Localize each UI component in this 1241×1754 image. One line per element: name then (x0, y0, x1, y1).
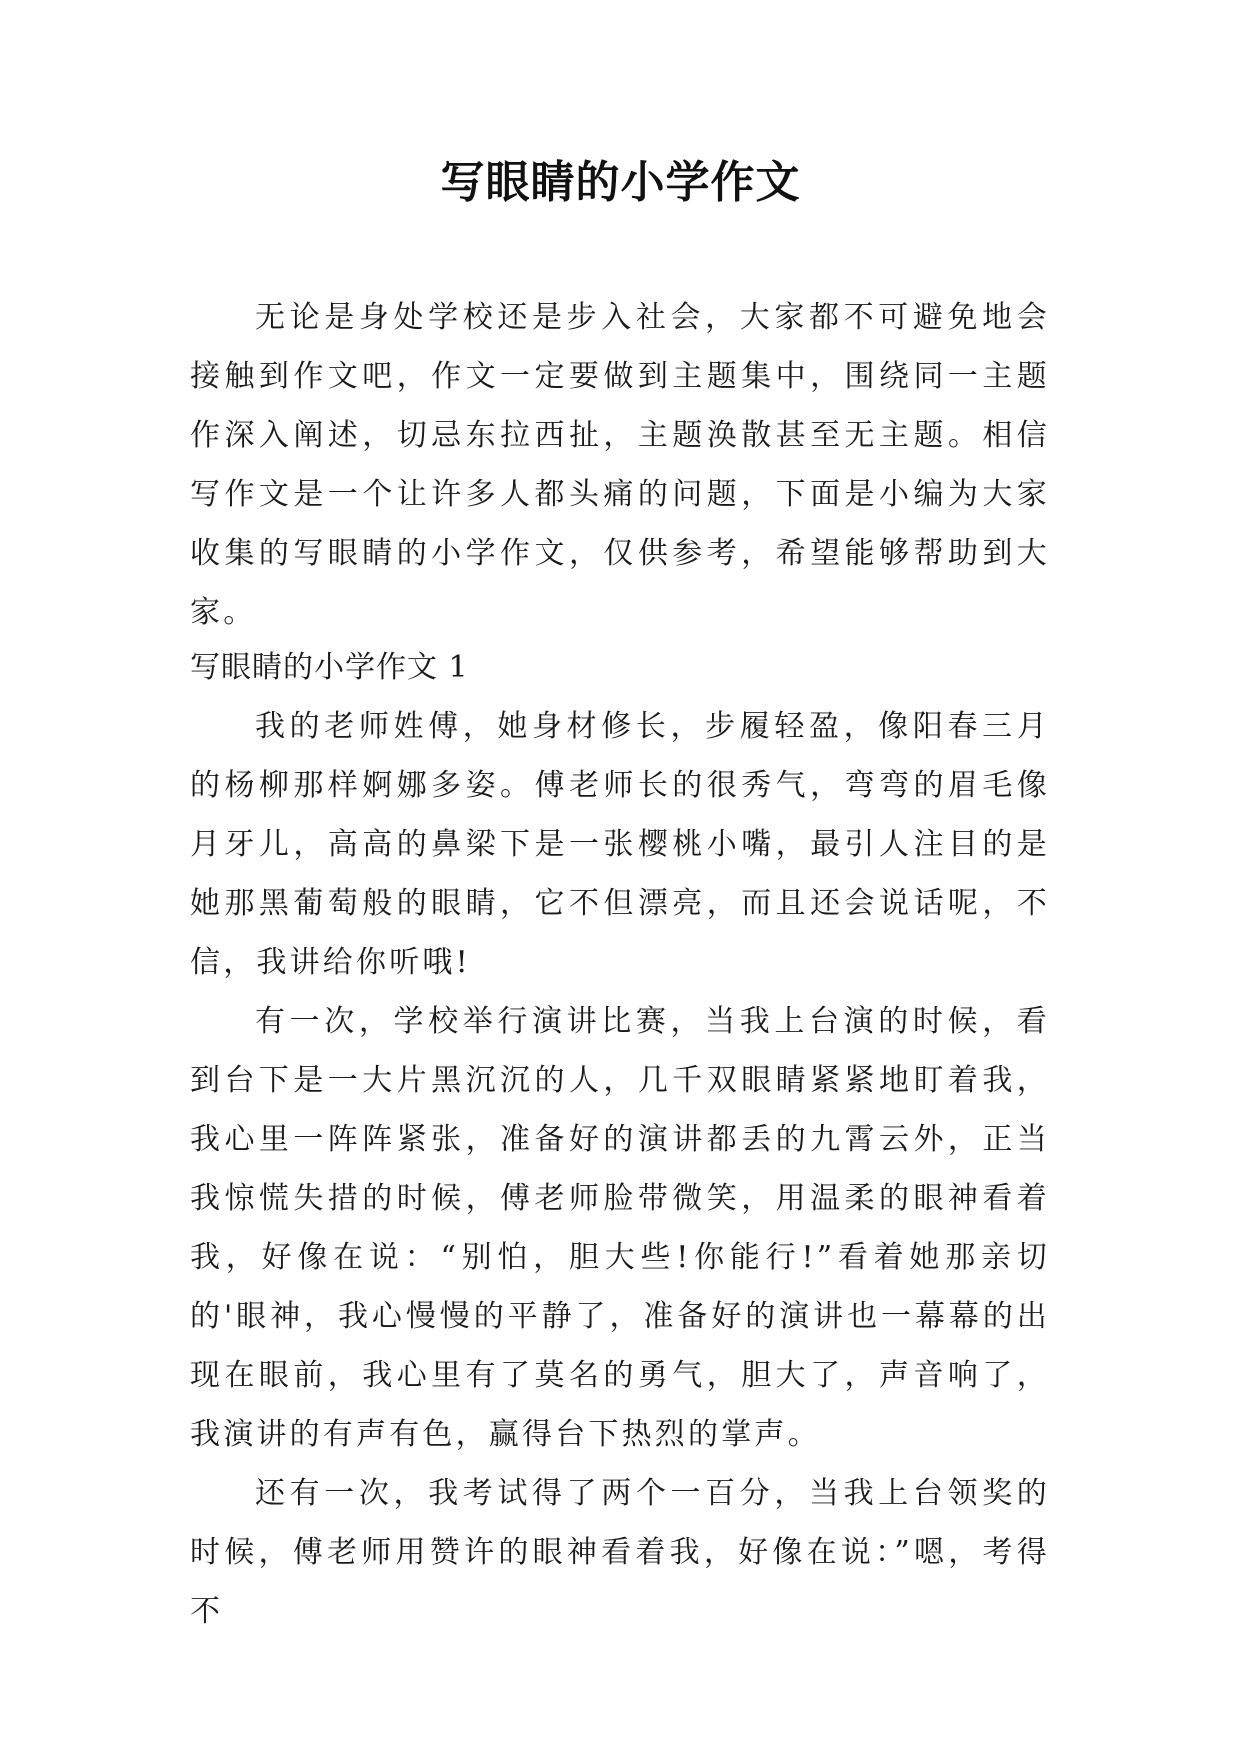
essay-paragraph: 还有一次，我考试得了两个一百分，当我上台领奖的时候，傅老师用赞许的眼神看着我，好像在说：”嗯，考得不 (190, 1476, 1050, 1629)
document-title: 写眼睛的小学作文 (440, 157, 801, 208)
essay-paragraph: 有一次，学校举行演讲比赛，当我上台演的时候，看到台下是一大片黑沉沉的人，几千双眼睛紧紧地盯着我，我心里一阵阵紧张，准备好的演讲都丢的九霄云外，正当我惊慌失措的时候，傅老师脸带微笑，用温柔的眼神看着我，好像在说：“别怕，胆大些!你能行!”看着她那亲切的'眼神，我心慢慢的平静了，准备好的演讲也一幕幕的出现在眼前，我心里有了莫名的勇气，胆大了，声音响了，我演讲的有声有色，赢得台下热烈的掌声。 (190, 1004, 1050, 1452)
essay-body (190, 697, 1050, 1641)
intro-paragraph: 无论是身处学校还是步入社会，大家都不可避免地会接触到作文吧，作文一定要做到主题集中，围绕同一主题作深入阐述，切忌东拉西扯，主题涣散甚至无主题。相信写作文是一个让许多人都头痛的问题，下面是小编为大家收集的写眼睛的小学作文，仅供参考，希望能够帮助到大家。 (190, 300, 1050, 630)
essay-paragraph: 我的老师姓傅，她身材修长，步履轻盈，像阳春三月的杨柳那样婀娜多姿。傅老师长的很秀气，弯弯的眉毛像月牙儿，高高的鼻梁下是一张樱桃小嘴，最引人注目的是她那黑葡萄般的眼睛，它不但漂亮，而且还会说话呢，不信，我讲给你听哦! (190, 709, 1050, 980)
section-heading: 写眼睛的小学作文 1 (190, 650, 469, 685)
